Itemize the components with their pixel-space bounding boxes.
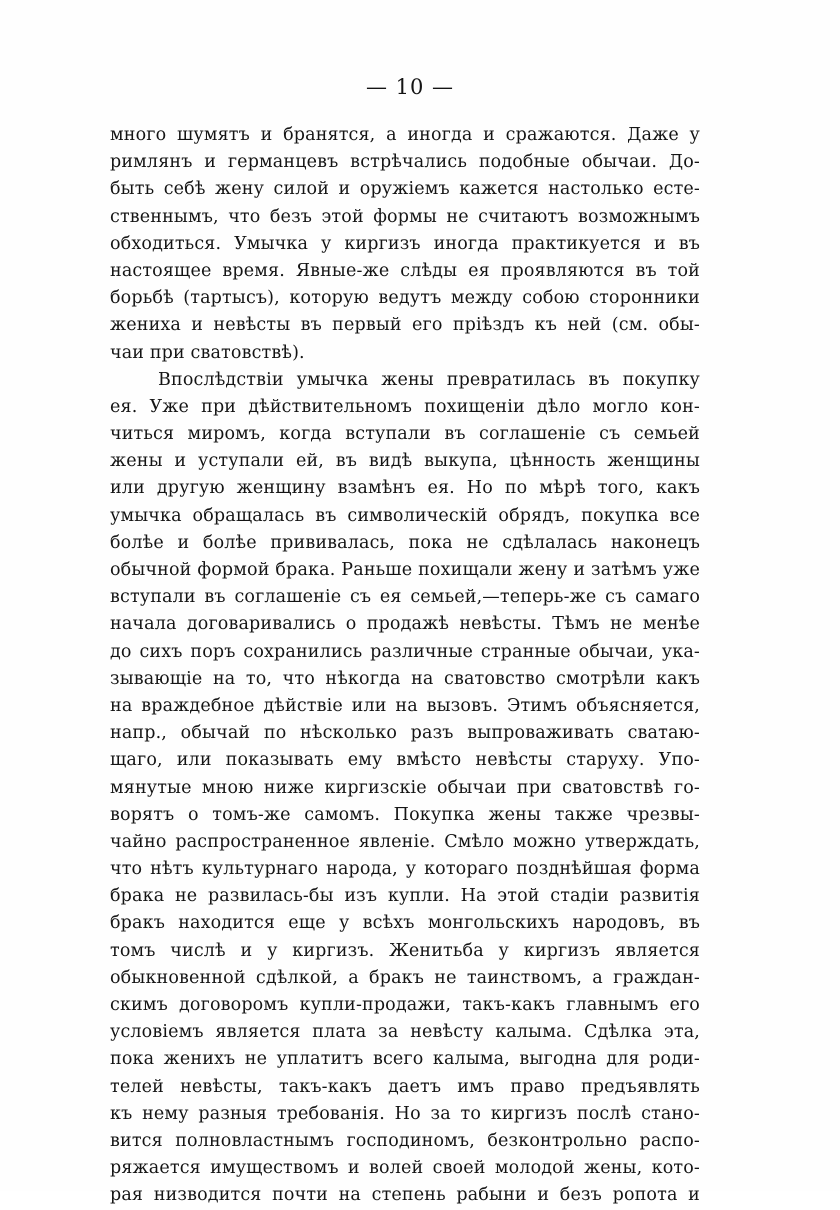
text-line: ряжается имуществомъ и волей своей молодой жены, кото- [110, 1158, 700, 1179]
text-line: брака не развилась-бы изъ купли. На этой стадіи развитія [110, 886, 700, 907]
paragraph-2 [110, 367, 700, 1210]
text-line: Впослѣдствіи умычка жены превратилась въ покупку [158, 369, 700, 390]
text-line: умычка обращалась въ символическій обрядъ, покупка все [110, 505, 700, 526]
text-line: на враждебное дѣйствіе или на вызовъ. Этимъ объясняется, [110, 695, 700, 716]
text-line: телей невѣсты, такъ-какъ даетъ имъ право предъявлять [110, 1076, 700, 1097]
text-line: настоящее время. Явные-же слѣды ея проявляются въ той [110, 260, 700, 281]
text-line: чайно распространенное явленіе. Смѣло можно утверждать, [110, 831, 700, 852]
text-line: рая низводится почти на степень рабыни и безъ ропота и [110, 1185, 700, 1206]
text-line: мянутые мною ниже киргизскіе обычаи при сватовствѣ го- [110, 777, 700, 798]
text-line: обходиться. Умычка у киргизъ иногда практикуется и въ [110, 233, 700, 254]
text-line: пока женихъ не уплатитъ всего калыма, выгодна для роди- [110, 1049, 700, 1070]
page-number: — 10 — [365, 75, 455, 99]
text-line: жениха и невѣсты въ первый его пріѣздъ къ ней (см. обы- [110, 315, 700, 336]
text-line: обычной формой брака. Раньше похищали жену и затѣмъ уже [110, 560, 700, 580]
text-line: много шумятъ и бранятся, а иногда и сражаются. Даже у [110, 125, 700, 145]
text-line: вступали въ соглашеніе съ ея семьей,—теперь-же съ самаго [110, 587, 700, 608]
text-line: борьбѣ (тартысъ), которую ведутъ между собою сторонники [110, 288, 700, 309]
text-line: ворятъ о томъ-же самомъ. Покупка жены также чрезвы- [110, 804, 700, 825]
text-line: начала договаривались о продажѣ невѣсты. Тѣмъ не менѣе [110, 614, 700, 635]
text-line: читься миромъ, когда вступали въ соглашеніе съ семьей [110, 424, 700, 445]
paragraph-1 [110, 122, 700, 367]
text-line: къ нему разныя требованія. Но за то киргизъ послѣ стано- [110, 1103, 700, 1124]
text-line: зывающіе на то, что нѣкогда на сватовство смотрѣли какъ [110, 668, 700, 689]
text-line: вится полновластнымъ господиномъ, безконтрольно распо- [110, 1130, 700, 1151]
text-line: щаго, или показывать ему вмѣсто невѣсты старуху. Упо- [110, 750, 700, 771]
text-line: что нѣтъ культурнаго народа, у котораго позднѣйшая форма [110, 859, 700, 880]
text-line: чаи при сватовствѣ). [110, 342, 305, 363]
text-line: болѣе и болѣе прививалась, пока не сдѣлалась наконецъ [110, 532, 700, 553]
text-line: римлянъ и германцевъ встрѣчались подобные обычаи. До- [110, 152, 700, 173]
text-line: жены и уступали ей, въ видѣ выкупа, цѣнность женщины [110, 451, 700, 472]
text-line: или другую женщину взамѣнъ ея. Но по мѣрѣ того, какъ [110, 478, 700, 499]
text-line: обыкновенной сдѣлкой, а бракъ не таинствомъ, а граждан- [110, 967, 700, 988]
text-line: условіемъ является плата за невѣсту калыма. Сдѣлка эта, [110, 1022, 700, 1043]
text-line: ея. Уже при дѣйствительномъ похищеніи дѣло могло кон- [110, 396, 700, 417]
text-line: скимъ договоромъ купли-продажи, такъ-какъ главнымъ его [110, 995, 700, 1015]
text-line: быть себѣ жену силой и оружіемъ кажется настолько есте- [110, 179, 700, 200]
text-line: напр., обычай по нѣсколько разъ выпроваживать сватаю- [110, 723, 700, 744]
text-line: томъ числѣ и у киргизъ. Женитьба у киргизъ является [110, 940, 700, 961]
text-line: бракъ находится еще у всѣхъ монгольскихъ народовъ, въ [110, 913, 700, 934]
body-text [110, 122, 700, 1210]
text-line: до сихъ поръ сохранились различные странные обычаи, ука- [110, 641, 700, 662]
text-line: ственнымъ, что безъ этой формы не считаютъ возможнымъ [110, 206, 700, 227]
